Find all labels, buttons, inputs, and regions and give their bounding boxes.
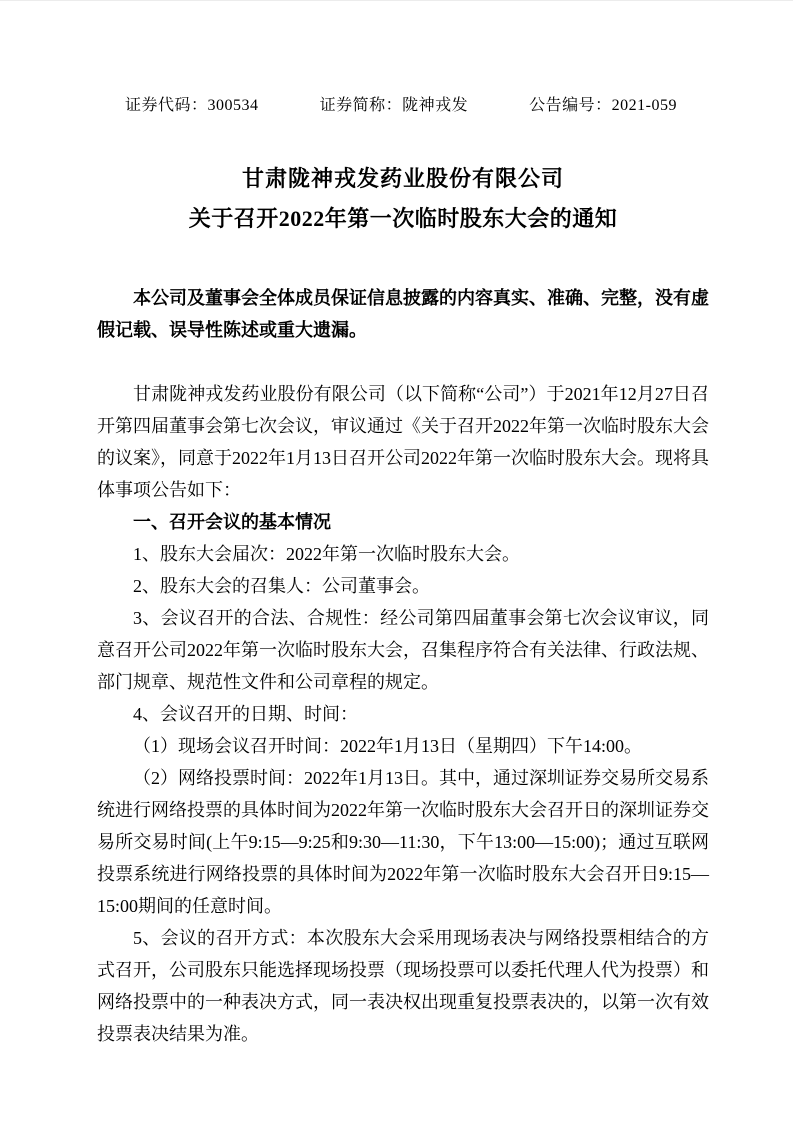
notice-title: 关于召开2022年第一次临时股东大会的通知 bbox=[188, 206, 618, 231]
stock-short-name-value: 陇神戎发 bbox=[402, 97, 469, 114]
paragraph-date-time-label: 4、会议召开的日期、时间： bbox=[133, 704, 358, 724]
section-heading-basic-info: 一、召开会议的基本情况 bbox=[133, 512, 331, 532]
document-header bbox=[97, 96, 709, 116]
announcement-number-label: 公告编号： bbox=[529, 97, 612, 114]
paragraph-convener: 2、股东大会的召集人：公司董事会。 bbox=[133, 576, 430, 596]
announcement-number-value: 2021-059 bbox=[611, 97, 677, 114]
paragraph-online-voting-time: （2）网络投票时间：2022年1月13日。其中，通过深圳证券交易所交易系统进行网络投票的具体时间为2022年第一次临时股东大会召开日的深圳证券交易所交易时间(上午9:15—9:25和9:30—11:30，下午13:00—15:00)；通过互联网投票系统进行网络投票的具体时间为2022年第一次临时股东大会召开日9:15—15:00期间的任意时间。 bbox=[97, 768, 709, 916]
paragraph-legality: 3、会议召开的合法、合规性：经公司第四届董事会第七次会议审议，同意召开公司2022年第一次临时股东大会，召集程序符合有关法律、行政法规、部门规章、规范性文件和公司章程的规定。 bbox=[97, 608, 709, 692]
paragraph-meeting-method: 5、会议的召开方式：本次股东大会采用现场表决与网络投票相结合的方式召开，公司股东只能选择现场投票（现场投票可以委托代理人代为投票）和网络投票中的一种表决方式，同一表决权出现重复投票表决的，以第一次有效投票表决结果为准。 bbox=[97, 928, 709, 1044]
disclaimer-statement: 本公司及董事会全体成员保证信息披露的内容真实、准确、完整，没有虚假记载、误导性陈述或重大遗漏。 bbox=[97, 288, 709, 340]
stock-code-label: 证券代码： bbox=[125, 97, 208, 114]
stock-short-name-label: 证券简称： bbox=[319, 97, 403, 114]
stock-code bbox=[125, 96, 259, 116]
announcement-number bbox=[529, 96, 677, 116]
stock-code-value: 300534 bbox=[207, 97, 259, 114]
stock-short-name bbox=[320, 96, 469, 116]
intro-paragraph: 甘肃陇神戎发药业股份有限公司（以下简称“公司”）于2021年12月27日召开第四届董事会第七次会议，审议通过《关于召开2022年第一次临时股东大会的议案》，同意于2022年1月13日召开公司2022年第一次临时股东大会。现将具体事项公告如下： bbox=[97, 384, 709, 500]
paragraph-onsite-meeting-time: （1）现场会议召开时间：2022年1月13日（星期四）下午14:00。 bbox=[133, 736, 642, 756]
paragraph-meeting-session: 1、股东大会届次：2022年第一次临时股东大会。 bbox=[133, 544, 520, 564]
company-name-title: 甘肃陇神戎发药业股份有限公司 bbox=[241, 166, 564, 191]
